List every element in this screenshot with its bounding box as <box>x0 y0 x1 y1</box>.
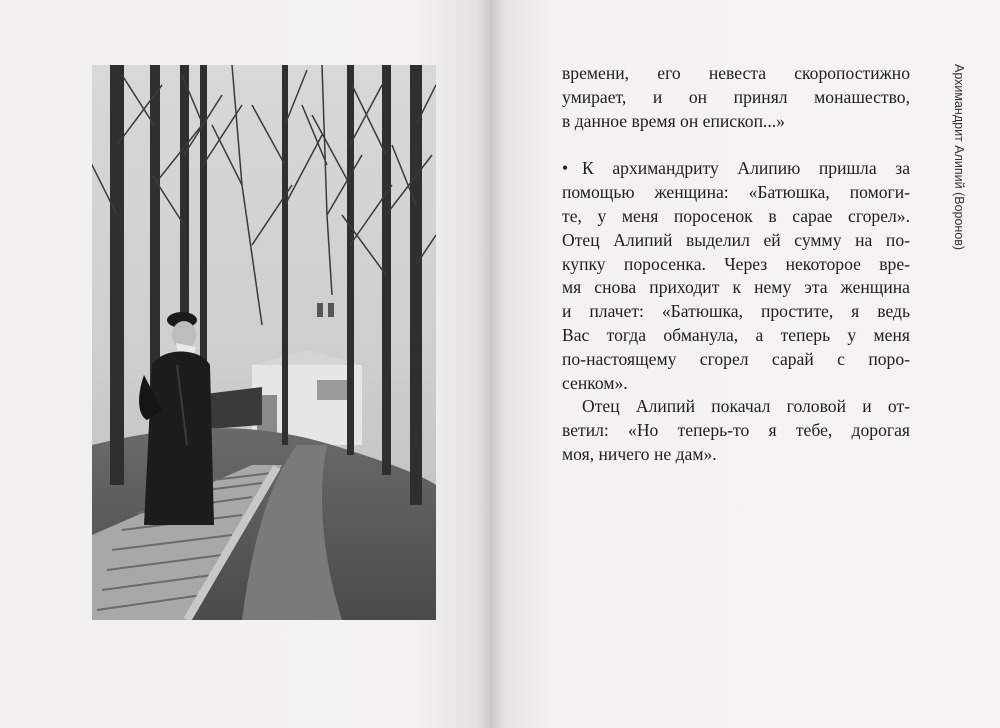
text-line: те, у меня поросенок в сарае сгорел». <box>562 205 910 226</box>
bullet-icon: • <box>562 158 569 179</box>
running-head: Архимандрит Алипий (Воронов) <box>952 64 966 251</box>
text-line: умирает, и он принял монашество, <box>562 86 910 107</box>
text-line: моя, ничего не дам». <box>562 443 717 464</box>
text-line: времени, его невеста скоропостижно <box>562 63 910 83</box>
text-line: купку поросенка. Через некоторое вре- <box>562 253 910 274</box>
text-line: ветил: «Но теперь-то я тебе, дорогая <box>562 420 910 441</box>
text-line: помощью женщина: «Батюшка, помоги- <box>562 182 910 203</box>
monk-photograph <box>92 65 436 620</box>
text-line: по-настоящему сгорел сарай с поро- <box>562 348 910 369</box>
text-line: Отец Алипий выделил ей сумму на по- <box>562 229 910 250</box>
text-line: сенком». <box>562 372 628 393</box>
text-line: и плачет: «Батюшка, простите, я ведь <box>562 301 910 322</box>
left-page <box>0 0 490 728</box>
text-line: Отец Алипий покачал головой и от- <box>582 396 910 417</box>
page-text <box>562 62 910 467</box>
text-line: К архимандриту Алипию пришла за <box>582 158 910 179</box>
text-line: Вас тогда обманула, а теперь у меня <box>562 324 910 345</box>
text-line: мя снова приходит к нему эта женщина <box>562 277 910 298</box>
text-line: в данное время он епископ...» <box>562 110 785 131</box>
text-line-bullet <box>562 157 910 181</box>
